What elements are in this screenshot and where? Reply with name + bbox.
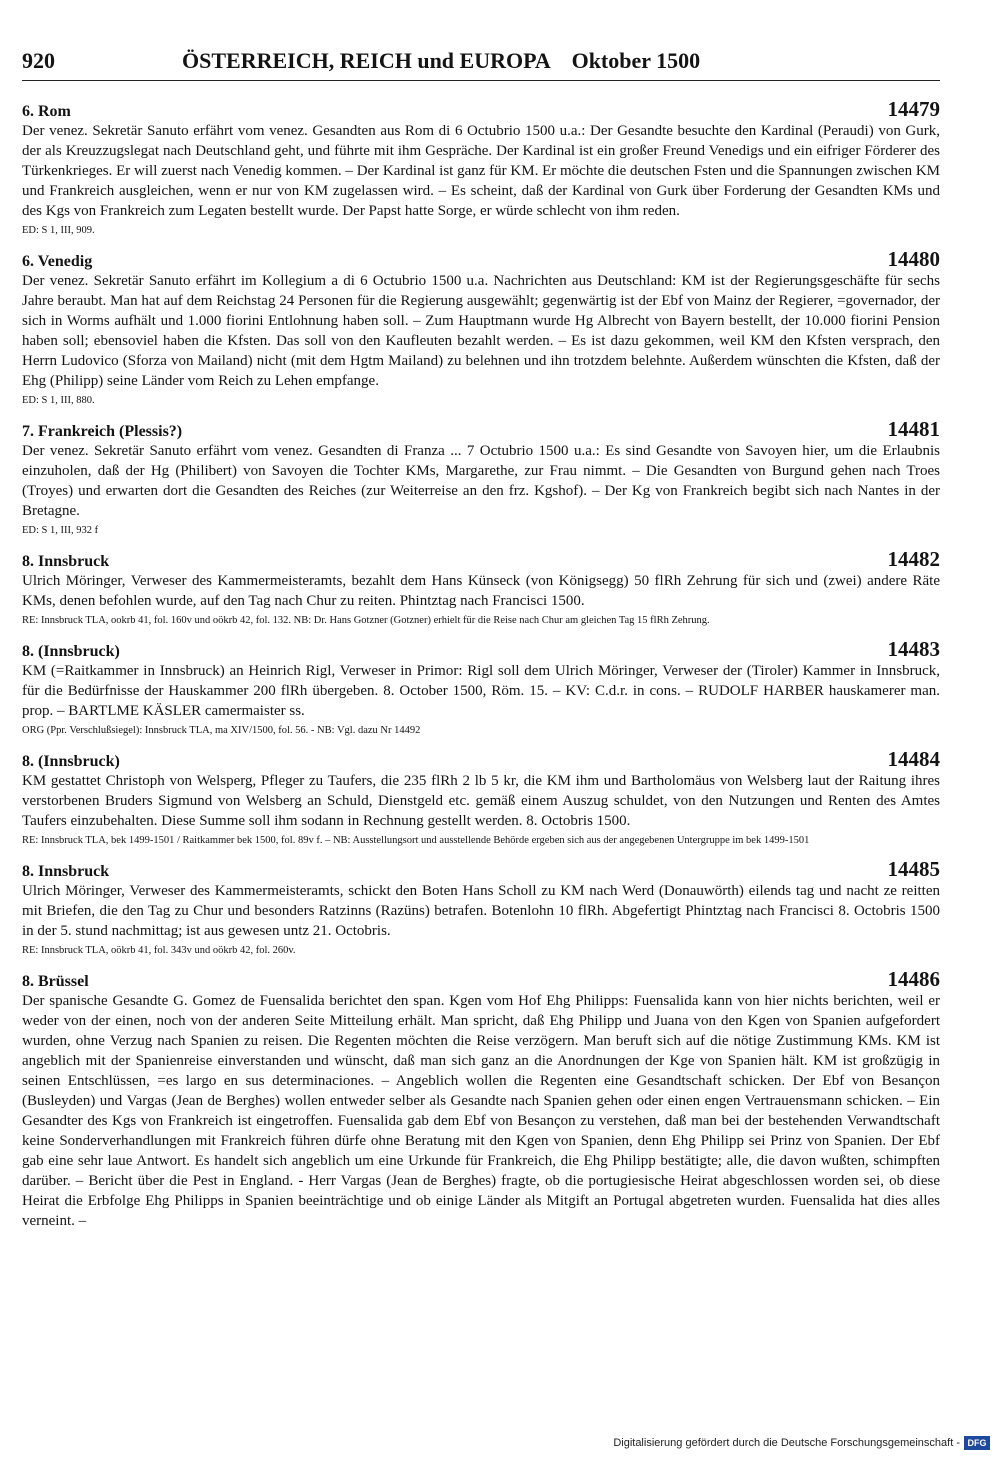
entry — [22, 549, 940, 627]
entry-header — [22, 99, 940, 121]
entry-source: ED: S 1, III, 880. — [22, 395, 95, 406]
entry — [22, 249, 940, 407]
entry-title: 7. Frankreich (Plessis?) — [22, 423, 183, 440]
entry-source: RE: Innsbruck TLA, bek 1499-1501 / Raitkammer bek 1500, fol. 89v f. – NB: Ausstellungsort und ausstellende Behörde ergeben sich aus der angegebenen Untergruppe im bek 1499-1501 — [22, 835, 810, 846]
entry-number: 14482 — [887, 547, 940, 571]
page-header — [22, 48, 940, 81]
entry-number: 14484 — [887, 747, 940, 771]
page-title: ÖSTERREICH, REICH und EUROPA Oktober 1500 — [182, 48, 701, 73]
entry — [22, 419, 940, 537]
footer-text: Digitalisierung gefördert durch die Deutsche Forschungsgemeinschaft - — [613, 1437, 960, 1449]
entry — [22, 749, 940, 847]
entry-source: ED: S 1, III, 909. — [22, 225, 95, 236]
entry-text: Ulrich Möringer, Verweser des Kammermeisteramts, bezahlt dem Hans Künseck (von Königsegg) 50 flRh Zehrung für sich und (zwei) andere Räte KMs, denen befohlen wurde, auf den Tag nach Chur zu reiten. Phintztag nach Francisci 1500. — [22, 573, 940, 609]
entry-title: 6. Rom — [22, 103, 71, 120]
entry-text: Der spanische Gesandte G. Gomez de Fuensalida berichtet den span. Kgen vom Hof Ehg Philipps: Fuensalida kann von hier nichts berichten, weil er weder von der einen, noch von der anderen Seite Mitteilung erhält. Man spricht, daß Ehg Philipp und Juana von den Kgen von Spanien aufgefordert wurden, ohne Verzug nach Spanien zu reisen. Die Regenten möchten die Reise verzögern. Man beruft sich auf die nötige Zustimmung KMs. KM ist angeblich mit der Spanienreise einverstanden und wünscht, daß man sich ganz an die Anordnungen der Kge von Spanien hält. KM ist großzügig in seinen Entschlüssen, =es largo en sus determinaciones. – Angeblich wollen die Regenten eine Gesandtschaft schicken. Der Ebf von Besançon (Busleyden) und Vargas (Jean de Berghes) wollen entweder selber als Gesandte nach Spanien gehen oder einen engen Vertrauensmann schicken. – Ein Gesandter des Kgs von Frankreich ist eingetroffen. Fuensalida gab dem Ebf von Besançon zu verstehen, daß man bei der bestehenden Verwandtschaft keine Sonderverhandlungen mit Frankreich führen dürfe ohne Beratung mit den Kgen von Spanien, denn Ehg Philipp sei Prinz von Spanien. Der Ebf gab eine sehr laue Antwort. Es handelt sich angeblich um eine Urkunde für Frankreich, die Ehg Philipp bestätigte; alle, die davon wußten, schimpften darüber. – Bericht über die Pest in England. - Herr Vargas (Jean de Berghes) fragte, ob die portugiesische Heirat abgeschlossen worden sei, ob diese Heirat die Erbfolge Ehg Philipps in Spanien beeinträchtige und ob einige Länder als Mitgift an Portugal abgetreten wurden. Fuensalida hat dies alles verneint. – — [22, 993, 940, 1229]
entry-number: 14479 — [887, 97, 940, 121]
entry-title: 8. (Innsbruck) — [22, 753, 120, 770]
entry-text: Ulrich Möringer, Verweser des Kammermeisteramts, schickt den Boten Hans Scholl zu KM nach Werd (Donauwörth) eilends tag und nacht ze reitten mit Briefen, die den Tag zu Chur und besonders Ratzinns (Razüns) betrafen. Botenlohn 10 flRh. Abgefertigt Phintztag nach Francisci 8. Octobris 1500 in der 5. stund nachmittag; ist aus gewesen untz 21. Octobris. — [22, 883, 940, 939]
entry-number: 14481 — [887, 417, 940, 441]
entry-title: 8. (Innsbruck) — [22, 643, 120, 660]
page-number: 920 — [22, 48, 55, 73]
entry-source: RE: Innsbruck TLA, oökrb 41, fol. 343v und oökrb 42, fol. 260v. — [22, 945, 296, 956]
entry-header — [22, 249, 940, 271]
entry-title: 6. Venedig — [22, 253, 93, 270]
entry-title: 8. Innsbruck — [22, 553, 110, 570]
entry-number: 14485 — [887, 857, 940, 881]
entry-text: Der venez. Sekretär Sanuto erfährt vom venez. Gesandten aus Rom di 6 Octubrio 1500 u.a.: Der Gesandte besuchte den Kardinal (Peraudi) von Gurk, der als Kreuzzugslegat nach Deutschland geht, und führte mit ihm Gespräche. Der Kardinal ist ein großer Freund Venedigs und ein eifriger Förderer des Türkenkrieges. Er will zuerst nach Venedig kommen. – Der Kardinal ist ganz für KM. Er möchte die deutschen Fsten und die Spannungen zwischen KM und Frankreich ausgleichen, wenn er nur von KM zugelassen wird. – Es scheint, daß der Kardinal von Gurk über Forderung der Gesandten KMs und des Kgs von Frankreich zum Legaten bestellt wurde. Der Papst hatte Sorge, er würde schlecht von ihm reden. — [22, 123, 940, 219]
entry-header — [22, 549, 940, 571]
entry-text: KM (=Raitkammer in Innsbruck) an Heinrich Rigl, Verweser in Primor: Rigl soll dem Ulrich Möringer, Verweser der (Tiroler) Kammer in Innsbruck, für die Bedürfnisse der Hauskammer 200 flRh übergeben. 8. October 1500, Röm. 15. – KV: C.d.r. in cons. – RUDOLF HARBER hauskamerer man. prop. – BARTLME KÄSLER camermaister ss. — [22, 663, 940, 719]
entry-title: 8. Brüssel — [22, 973, 89, 990]
page — [22, 48, 940, 1243]
entry-source: ED: S 1, III, 932 f — [22, 525, 99, 536]
entry — [22, 969, 940, 1231]
entry-number: 14483 — [887, 637, 940, 661]
entries — [22, 99, 940, 1231]
entry-text: Der venez. Sekretär Sanuto erfährt vom venez. Gesandten di Franza ... 7 Octubrio 1500 u.a.: Es sind Gesandte von Savoyen hier, um die Erlaubnis einzuholen, daß der Hg (Philibert) von Savoyen die Tochter KMs, Margarethe, zur Frau nimmt. – Die Gesandten von Burgund gehen nach Troes (Troyes) und erwarten dort die Gesandten des Reiches (zur Weiterreise an den frz. Kgshof). – Der Kg von Frankreich begibt sich nach Nantes in der Bretagne. — [22, 443, 940, 519]
entry-title: 8. Innsbruck — [22, 863, 110, 880]
entry-number: 14480 — [887, 247, 940, 271]
entry-header — [22, 859, 940, 881]
entry-source: RE: Innsbruck TLA, ookrb 41, fol. 160v und oökrb 42, fol. 132. NB: Dr. Hans Gotzner (Gotzner) erhielt für die Reise nach Chur am gleichen Tag 15 flRh Zehrung. — [22, 615, 710, 626]
entry-source: ORG (Ppr. Verschlußsiegel): Innsbruck TLA, ma XIV/1500, fol. 56. - NB: Vgl. dazu Nr 14492 — [22, 725, 421, 736]
entry-header — [22, 639, 940, 661]
entry — [22, 639, 940, 737]
entry-header — [22, 749, 940, 771]
entry-header — [22, 419, 940, 441]
entry-text: KM gestattet Christoph von Welsperg, Pfleger zu Taufers, die 235 flRh 2 lb 5 kr, die KM ihm und Bartholomäus von Welsberg laut der Raitung ihres verstorbenen Bruders Sigmund von Welsberg an Schuld, Dienstgeld etc. gemäß einem Auszug schuldet, von den Nutzungen und Renten des Amtes Taufers einzubehalten. Diese Summe soll ihm sodann in Rechnung gestellt werden. 8. Octobris 1500. — [22, 773, 940, 829]
footer — [613, 1436, 990, 1450]
dfg-logo: DFG — [964, 1436, 990, 1450]
entry-header — [22, 969, 940, 991]
entry — [22, 859, 940, 957]
entry-number: 14486 — [887, 967, 940, 991]
entry-text: Der venez. Sekretär Sanuto erfährt im Kollegium a di 6 Octubrio 1500 u.a. Nachrichten aus Deutschland: KM ist der Regierungsgeschäfte für sechs Jahre beraubt. Man hat auf dem Reichstag 24 Personen für die Regierung ausgewählt; gegenwärtig ist der Ebf von Mainz der Regierer, =governador, der sich in Worms aufhält und 1.000 fiorini Entlohnung haben soll. – Zum Hauptmann wurde Hg Albrecht von Bayern bestellt, der 10.000 fiorini Pension haben soll; ebensoviel haben die Kfsten. Das soll von den Kaufleuten bezahlt werden. – Es ist dazu gekommen, weil KM den Kfsten versprach, den Herrn Ludovico (Sforza von Mailand) nicht (mit dem Hgtm Mailand) zu belehnen und ihn trotzdem belehnte. Außerdem wünschten die Kfsten, daß der Ehg (Philipp) seine Länder vom Reich zu Lehen empfange. — [22, 273, 940, 389]
entry — [22, 99, 940, 237]
